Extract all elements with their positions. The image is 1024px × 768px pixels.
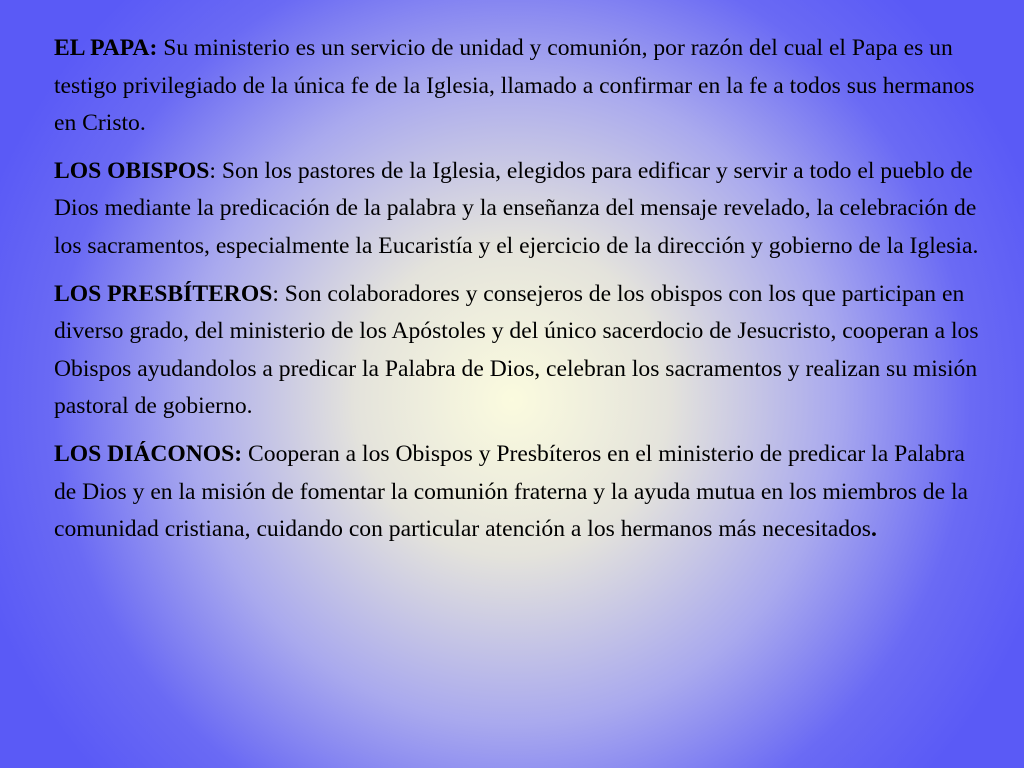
heading-diaconos: LOS DIÁCONOS: [54,440,243,467]
paragraph-obispos [54,153,984,266]
text-presbiteros: : Son colaboradores y consejeros de los obispos con los que participan en diverso grado, del ministerio de los Apóstoles y del único sacerdocio de Jesucristo, cooperan a los Obispos ayudandolos a predicar la Palabra de Dios, celebran los sacramentos y realizan su misión pastoral de gobierno. [54,280,979,420]
heading-papa: EL PAPA: [54,35,158,61]
slide-content [54,30,984,559]
heading-presbiteros: LOS PRESBÍTEROS [54,280,273,307]
final-period: . [870,516,877,543]
text-obispos: : Son los pastores de la Iglesia, elegidos para edificar y servir a todo el pueblo de Dios mediante la predicación de la palabra y la enseñanza del mensaje revelado, la celebración de los sacramentos, especialmente la Eucaristía y el ejercicio de la dirección y gobierno de la Iglesia. [54,157,979,259]
paragraph-papa [54,30,984,143]
text-papa: Su ministerio es un servicio de unidad y comunión, por razón del cual el Papa es un testigo privilegiado de la única fe de la Iglesia, llamado a confirmar en la fe a todos sus hermanos en Cristo. [54,35,975,137]
heading-obispos: LOS OBISPOS [54,157,210,184]
paragraph-diaconos [54,436,984,549]
paragraph-presbiteros [54,276,984,426]
text-diaconos: Cooperan a los Obispos y Presbíteros en el ministerio de predicar la Palabra de Dios y en la misión de fomentar la comunión fraterna y la ayuda mutua en los miembros de la comunidad cristiana, cuidando con particular atención a los hermanos más necesitados [54,440,968,543]
